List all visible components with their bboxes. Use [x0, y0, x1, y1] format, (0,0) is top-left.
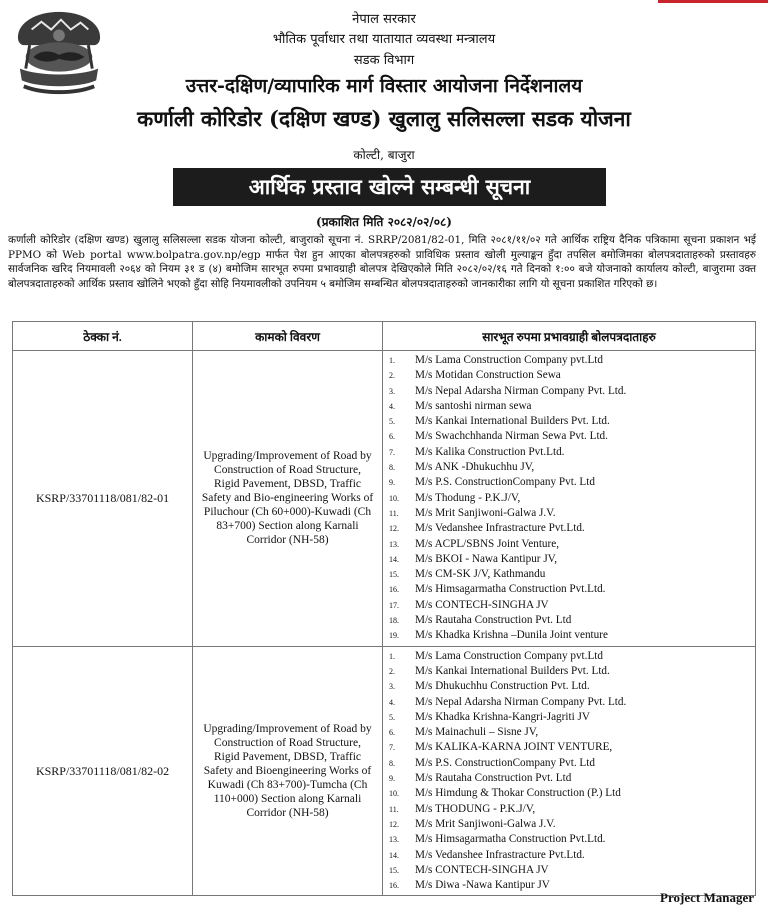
contract-number: KSRP/33701118/081/82-01 — [13, 351, 193, 647]
list-item-number: 3. — [389, 386, 395, 396]
list-item-number: 1. — [389, 651, 395, 661]
list-item — [389, 414, 755, 429]
list-item — [389, 848, 755, 863]
list-item-number: 4. — [389, 401, 395, 411]
bidder-name: M/s BKOI - Nawa Kantipur JV, — [415, 552, 558, 565]
bidder-name: M/s Thodung - P.K.J/V, — [415, 491, 521, 504]
header-line-5: कर्णाली कोरिडोर (दक्षिण खण्ड) खुलालु सलिसल्ला सडक योजना — [137, 106, 631, 131]
bidder-name: M/s Vedanshee Infrastracture Pvt.Ltd. — [415, 522, 585, 535]
list-item-number: 16. — [389, 881, 399, 891]
list-item-number: 3. — [389, 682, 395, 692]
header-line-1: नेपाल सरकार — [352, 12, 416, 27]
list-item — [389, 460, 755, 475]
list-item-number: 1. — [389, 356, 395, 365]
notice-title-banner: आर्थिक प्रस्ताव खोल्ने सम्बन्धी सूचना — [173, 168, 606, 206]
list-item — [389, 368, 755, 383]
bidder-name: M/s Kalika Construction Pvt.Ltd. — [415, 445, 565, 458]
list-item — [389, 598, 755, 613]
bidder-name: M/s THODUNG - P.K.J/V, — [415, 802, 536, 815]
work-description: Upgrading/Improvement of Road by Construction of Road Structure, Rigid Pavement, DBSD, Traffic Safety and Bioengineering Works of Kuwadi (Ch 83+700)-Tumcha (Ch 110+000) Section along Karnali Corridor (NH-58) — [193, 646, 383, 896]
list-item — [389, 537, 755, 552]
list-item-number: 5. — [389, 417, 395, 427]
list-item-number: 11. — [389, 508, 399, 518]
bidder-list-cell — [383, 646, 756, 896]
bidder-name: M/s Rautaha Construction Pvt. Ltd — [415, 772, 572, 785]
list-item — [389, 521, 755, 536]
header-line-2: भौतिक पूर्वाधार तथा यातायात व्यवस्था मन्त्रालय — [272, 32, 496, 47]
list-item — [389, 802, 755, 817]
list-item-number: 19. — [389, 631, 399, 641]
list-item — [389, 740, 755, 755]
bidder-name: M/s Lama Construction Company pvt.Ltd — [415, 649, 603, 662]
header-contract-no: ठेक्का नं. — [13, 322, 193, 351]
list-item — [389, 582, 755, 597]
header-line-3: सडक विभाग — [353, 53, 415, 68]
bidder-name: M/s Mainachuli – Sisne JV, — [415, 726, 539, 739]
top-accent-bar — [658, 0, 768, 3]
list-item-number: 8. — [389, 463, 395, 473]
list-item-number: 2. — [389, 371, 395, 381]
bidder-name: M/s CONTECH-SINGHA JV — [415, 863, 549, 876]
bidder-name: M/s P.S. ConstructionCompany Pvt. Ltd — [415, 756, 595, 769]
bidder-list — [383, 647, 755, 896]
bidder-name: M/s Kankai International Builders Pvt. Ltd. — [415, 415, 610, 428]
list-item-number: 13. — [389, 539, 399, 549]
bidder-name: M/s Mrit Sanjiwoni-Galwa J.V. — [415, 817, 556, 830]
notice-body-text: कर्णाली कोरिडोर (दक्षिण खण्ड) खुलालु सलिसल्ला सडक योजना कोल्टी, बाजुराको सूचना नं. SRRP/2081/82-01, मिति २०८१/११/०२ गते आर्थिक राष्ट्रिय दैनिक पत्रिकामा सूचना प्रकाशन भई PPMO को Web portal www.bolpatra.gov.np/egp मार्फत पेश हुन आएका बोलपत्रहरुको प्राविधिक प्रस्ताव खोली मुल्याङ्कन हुँदा तपसिल बमोजिमका बोलपत्रदाताहरुको प्रस्तावहरु सार्वजनिक खरिद नियमावली २०६४ को नियम ३१ ड (४) बमोजिम सारभूत रुपमा प्रभावग्राही बोलपत्र देखिएकोले मिति २०८२/०२/१६ गते दिनको १:०० बजे योजनाको कार्यालय कोल्टी, बाजुरामा उक्त बोलपत्रदाताहरुको आर्थिक प्रस्ताव खोलिने भएको हुँदा सोहि नियमावलीको उपनियम ५ बमोजिम सम्बन्धित बोलपत्रदाताहरुको जानकारीका लागि यो सूचना प्रकाशित गरिएको छ। — [8, 234, 756, 290]
list-item — [389, 491, 755, 506]
list-item — [389, 863, 755, 878]
list-item — [389, 552, 755, 567]
list-item — [389, 353, 755, 368]
bidder-list-cell — [383, 351, 756, 647]
list-item-number: 17. — [389, 600, 399, 610]
bidder-name: M/s Rautaha Construction Pvt. Ltd — [415, 614, 572, 627]
list-item — [389, 756, 755, 771]
list-item-number: 15. — [389, 865, 399, 875]
bidder-name: M/s ANK -Dhukuchhu JV, — [415, 461, 535, 474]
list-item-number: 16. — [389, 585, 399, 595]
header-location: कोल्टी, बाजुरा — [353, 148, 415, 162]
bidder-name: M/s santoshi nirman sewa — [415, 399, 532, 412]
list-item-number: 14. — [389, 850, 399, 860]
list-item-number: 5. — [389, 712, 395, 722]
list-item — [389, 475, 755, 490]
list-item-number: 13. — [389, 835, 399, 845]
list-item-number: 11. — [389, 804, 399, 814]
bidder-name: M/s CM-SK J/V, Kathmandu — [415, 568, 546, 581]
list-item — [389, 613, 755, 628]
bidder-name: M/s Khadka Krishna –Dunila Joint venture — [415, 629, 608, 642]
bidder-name: M/s KALIKA-KARNA JOINT VENTURE, — [415, 741, 613, 754]
bidder-name: M/s Swachchhanda Nirman Sewa Pvt. Ltd. — [415, 430, 608, 443]
list-item-number: 15. — [389, 570, 399, 580]
list-item — [389, 567, 755, 582]
bidder-name: M/s Mrit Sanjiwoni-Galwa J.V. — [415, 506, 556, 519]
list-item-number: 6. — [389, 728, 395, 738]
list-item-number: 4. — [389, 697, 395, 707]
list-item — [389, 695, 755, 710]
contract-number: KSRP/33701118/081/82-02 — [13, 646, 193, 896]
header-line-4: उत्तर-दक्षिण/व्यापारिक मार्ग विस्तार आयोजना निर्देशनालय — [185, 75, 583, 97]
bidder-name: M/s Nepal Adarsha Nirman Company Pvt. Ltd. — [415, 695, 627, 708]
list-item — [389, 445, 755, 460]
list-item-number: 9. — [389, 774, 395, 784]
bidder-name: M/s CONTECH-SINGHA JV — [415, 598, 549, 611]
bidder-name: M/s Dhukuchhu Construction Pvt. Ltd. — [415, 680, 590, 693]
list-item-number: 12. — [389, 524, 399, 534]
list-item-number: 6. — [389, 432, 395, 442]
list-item-number: 12. — [389, 819, 399, 829]
bidder-name: M/s Himdung & Thokar Construction (P.) Ltd — [415, 787, 621, 800]
list-item — [389, 384, 755, 399]
signature-project-manager: Project Manager — [660, 890, 754, 905]
list-item-number: 7. — [389, 447, 395, 457]
list-item — [389, 786, 755, 801]
bidder-name: M/s Motidan Construction Sewa — [415, 369, 561, 382]
list-item — [389, 771, 755, 786]
bidder-name: M/s P.S. ConstructionCompany Pvt. Ltd — [415, 476, 595, 489]
list-item-number: 18. — [389, 616, 399, 626]
bidder-name: M/s Vedanshee Infrastracture Pvt.Ltd. — [415, 848, 585, 861]
bidder-name: M/s Nepal Adarsha Nirman Company Pvt. Ltd. — [415, 384, 627, 397]
bidder-name: M/s ACPL/SBNS Joint Venture, — [415, 537, 560, 550]
list-item-number: 10. — [389, 493, 399, 503]
bidder-name: M/s Himsagarmatha Construction Pvt.Ltd. — [415, 833, 606, 846]
table-header-row — [13, 322, 756, 351]
bidders-table — [12, 321, 756, 896]
list-item-number: 14. — [389, 554, 399, 564]
list-item — [389, 628, 755, 643]
list-item — [389, 725, 755, 740]
list-item — [389, 399, 755, 414]
list-item — [389, 649, 755, 664]
list-item-number: 2. — [389, 666, 395, 676]
bidder-list — [383, 351, 755, 646]
bidder-name: M/s Himsagarmatha Construction Pvt.Ltd. — [415, 583, 606, 596]
list-item-number: 8. — [389, 758, 395, 768]
list-item-number: 9. — [389, 478, 395, 488]
header-work-description: कामको विवरण — [193, 322, 383, 351]
published-date: (प्रकाशित मिति २०८२/०२/०८) — [316, 215, 452, 229]
bidder-name: M/s Diwa -Nawa Kantipur JV — [415, 879, 550, 892]
work-description: Upgrading/Improvement of Road by Construction of Road Structure, Rigid Pavement, DBSD, Traffic Safety and Bio-engineering Works of Piluchour (Ch 60+000)-Kuwadi (Ch 83+700) Section along Karnali Corridor (NH-58) — [193, 351, 383, 647]
bidder-name: M/s Khadka Krishna-Kangri-Jagriti JV — [415, 710, 590, 723]
table-row — [13, 646, 756, 896]
list-item — [389, 506, 755, 521]
list-item — [389, 679, 755, 694]
bidder-name: M/s Lama Construction Company pvt.Ltd — [415, 354, 603, 366]
list-item-number: 7. — [389, 743, 395, 753]
list-item — [389, 817, 755, 832]
list-item — [389, 664, 755, 679]
list-item — [389, 429, 755, 444]
bidder-name: M/s Kankai International Builders Pvt. Ltd. — [415, 664, 610, 677]
list-item — [389, 710, 755, 725]
table-row — [13, 351, 756, 647]
header-bidders: सारभूत रुपमा प्रभावग्राही बोलपत्रदाताहरु — [383, 322, 756, 351]
list-item-number: 10. — [389, 789, 399, 799]
list-item — [389, 832, 755, 847]
